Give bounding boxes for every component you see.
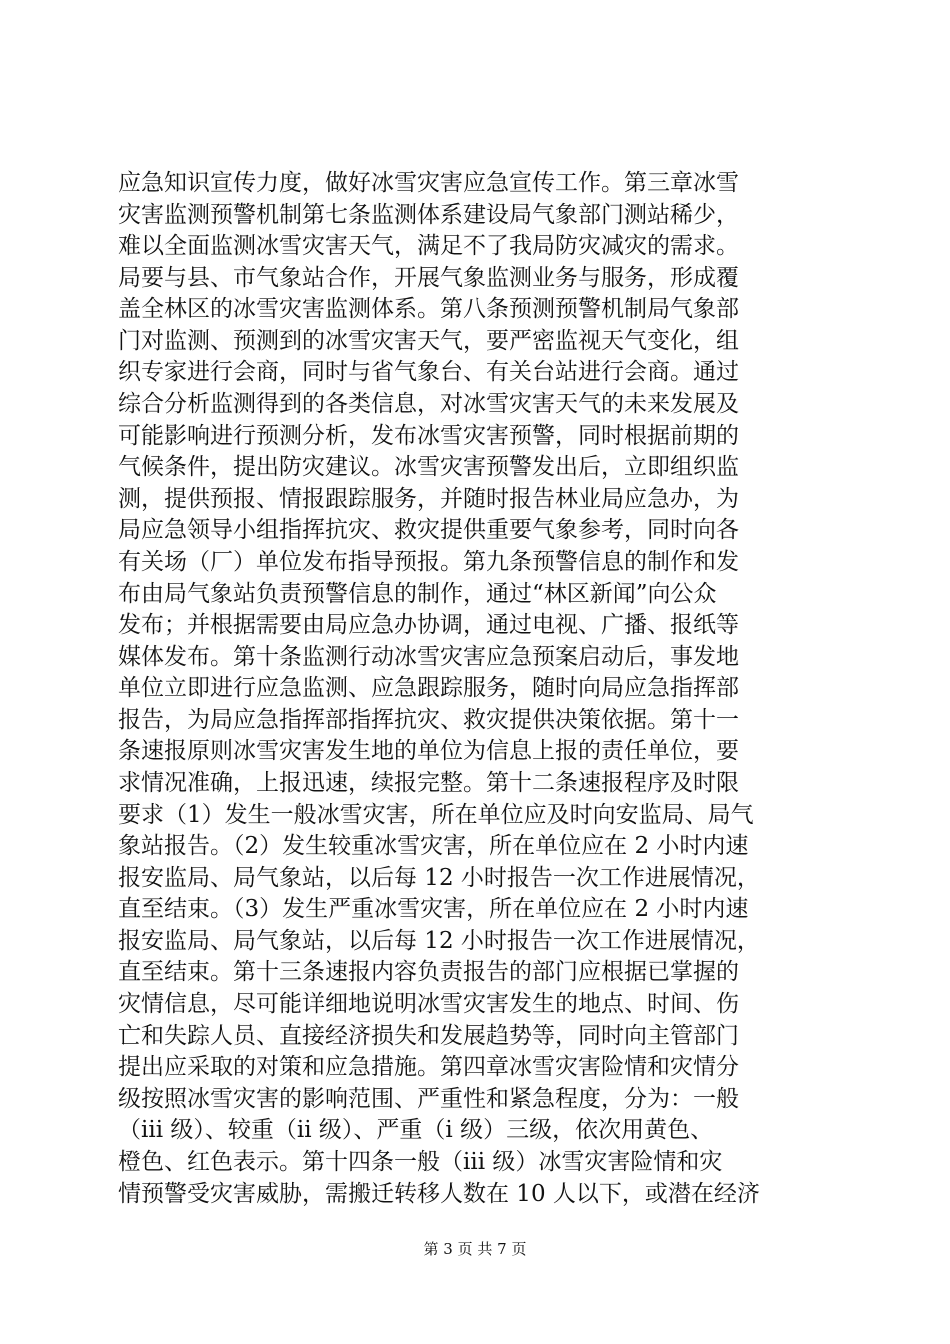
text-line: 报安监局、局气象站，以后每 12 小时报告一次工作进展情况， xyxy=(118,864,760,891)
text-line: 象站报告。（2）发生较重冰雪灾害，所在单位应在 2 小时内速 xyxy=(118,833,749,860)
text-line: 应急知识宣传力度，做好冰雪灾害应急宣传工作。第三章冰雪 xyxy=(118,170,739,196)
text-line: 提出应采取的对策和应急措施。第四章冰雪灾害险情和灾情分 xyxy=(118,1054,739,1081)
text-line: 直至结束。（3）发生严重冰雪灾害，所在单位应在 2 小时内速 xyxy=(118,896,749,923)
text-line: 单位立即进行应急监测、应急跟踪服务，随时向局应急指挥部 xyxy=(118,675,739,702)
text-line: 条速报原则冰雪灾害发生地的单位为信息上报的责任单位，要 xyxy=(118,738,739,765)
text-line: 布由局气象站负责预警信息的制作，通过“林区新闻”向公众 xyxy=(118,580,717,607)
text-line: 局应急领导小组指挥抗灾、救灾提供重要气象参考，同时向各 xyxy=(118,517,739,544)
text-line: 难以全面监测冰雪灾害天气，满足不了我局防灾减灾的需求。 xyxy=(118,233,739,260)
text-line: 媒体发布。第十条监测行动冰雪灾害应急预案启动后，事发地 xyxy=(118,643,739,670)
text-line: 测，提供预报、情报跟踪服务，并随时报告林业局应急办，为 xyxy=(118,485,739,512)
text-line: 求情况准确，上报迅速，续报完整。第十二条速报程序及时限 xyxy=(118,769,739,796)
text-line: 灾情信息，尽可能详细地说明冰雪灾害发生的地点、时间、伤 xyxy=(118,991,739,1018)
text-line: 门对监测、预测到的冰雪灾害天气，要严密监视天气变化，组 xyxy=(118,327,739,354)
text-line: 盖全林区的冰雪灾害监测体系。第八条预测预警机制局气象部 xyxy=(118,296,739,323)
body-text xyxy=(118,168,838,1210)
text-line: 可能影响进行预测分析，发布冰雪灾害预警，同时根据前期的 xyxy=(118,422,739,449)
page-footer xyxy=(0,1238,950,1259)
text-line: 气候条件，提出防灾建议。冰雪灾害预警发出后，立即组织监 xyxy=(118,454,739,481)
text-line: 要求（1）发生一般冰雪灾害，所在单位应及时向安监局、局气 xyxy=(118,801,754,828)
page-number: 第 3 页 共 7 页 xyxy=(423,1240,527,1258)
text-line: 发布；并根据需要由局应急办协调，通过电视、广播、报纸等 xyxy=(118,612,739,639)
text-line: 有关场（厂）单位发布指导预报。第九条预警信息的制作和发 xyxy=(118,548,739,575)
text-line: 报告，为局应急指挥部指挥抗灾、救灾提供决策依据。第十一 xyxy=(118,706,739,733)
text-line: 橙色、红色表示。第十四条一般（iii 级）冰雪灾害险情和灾 xyxy=(118,1148,723,1175)
text-line: （iii 级）、较重（ii 级）、严重（i 级）三级，依次用黄色、 xyxy=(118,1117,714,1144)
text-line: 综合分析监测得到的各类信息，对冰雪灾害天气的未来发展及 xyxy=(118,391,739,418)
text-line: 直至结束。第十三条速报内容负责报告的部门应根据已掌握的 xyxy=(118,959,739,986)
text-line: 亡和失踪人员、直接经济损失和发展趋势等，同时向主管部门 xyxy=(118,1022,739,1049)
text-line: 织专家进行会商，同时与省气象台、有关台站进行会商。通过 xyxy=(118,359,739,386)
text-line: 灾害监测预警机制第七条监测体系建设局气象部门测站稀少， xyxy=(118,201,739,228)
text-line: 局要与县、市气象站合作，开展气象监测业务与服务，形成覆 xyxy=(118,264,739,291)
text-line: 报安监局、局气象站，以后每 12 小时报告一次工作进展情况， xyxy=(118,927,760,954)
text-line: 级按照冰雪灾害的影响范围、严重性和紧急程度，分为：一般 xyxy=(118,1085,739,1112)
text-line: 情预警受灾害威胁，需搬迁转移人数在 10 人以下，或潜在经济 xyxy=(118,1180,760,1207)
